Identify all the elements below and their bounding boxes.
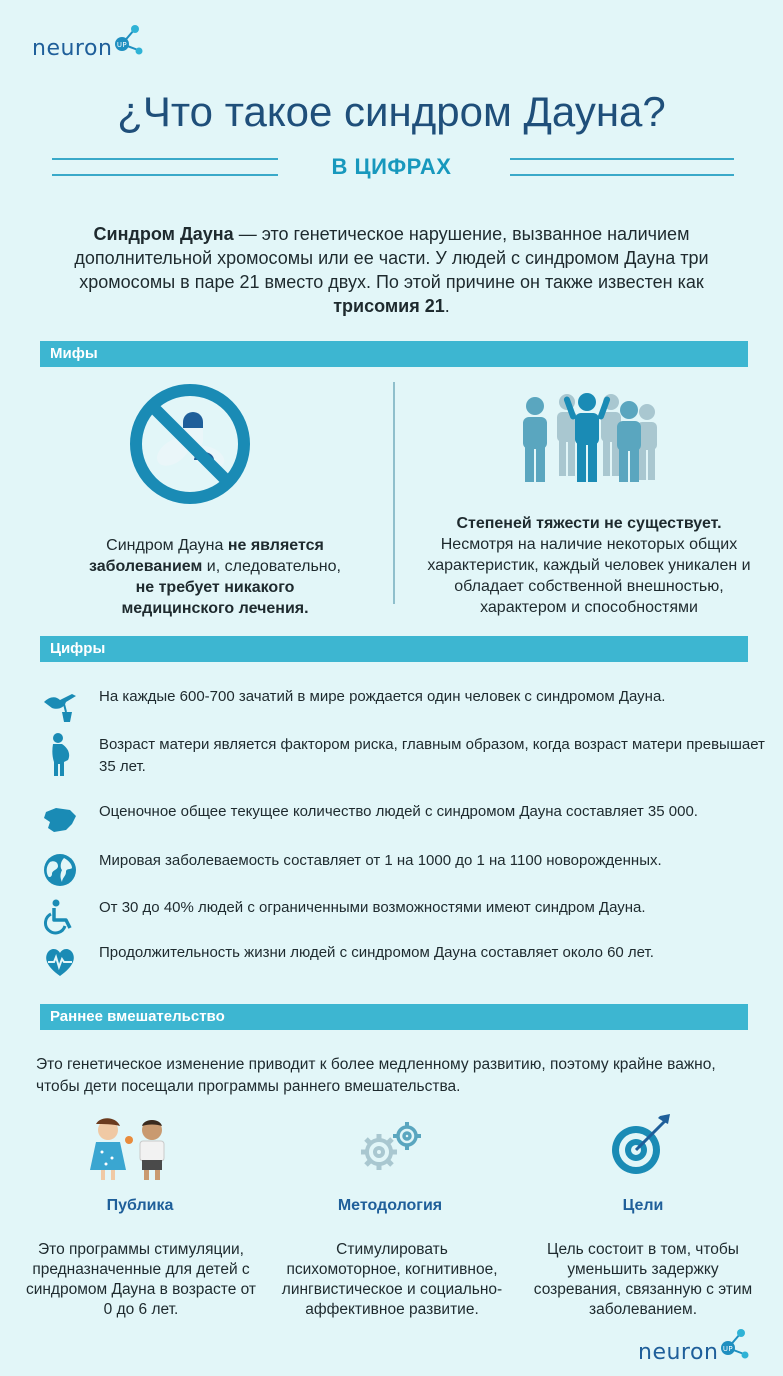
stork-icon bbox=[42, 688, 78, 724]
intro-text: — это генетическое нарушение, вызванное наличием дополнительной хромосомы или ее части. У людей с синдромом Дауна три хромосомы в паре 21 вместо двух. По этой причине он также известен как bbox=[74, 224, 709, 292]
fact-text-5: От 30 до 40% людей с ограниченными возможностями имеют синдром Дауна. bbox=[99, 899, 646, 916]
fact-text-4: Мировая заболеваемость составляет от 1 на 1000 до 1 на 1100 новорожденных. bbox=[99, 852, 662, 869]
page-title: ¿Что такое синдром Дауна? bbox=[117, 88, 666, 135]
section-band-early: Раннее вмешательство bbox=[40, 1004, 748, 1030]
column-text-methodology: Стимулировать психомоторное, когнитивное, лингвистическое и социально-аффективное развитие. bbox=[281, 1241, 503, 1318]
heartbeat-icon bbox=[42, 944, 78, 980]
column-text-audience: Это программы стимуляции, предназначенные для детей с синдромом Дауна в возрасте от 0 до 6 лет. bbox=[25, 1241, 257, 1318]
column-title-goals: Цели bbox=[622, 1197, 664, 1214]
myth-right-text bbox=[415, 513, 763, 618]
section-band-figures: Цифры bbox=[40, 636, 748, 662]
brand-logo-bottom bbox=[638, 1340, 750, 1365]
fact-row-1 bbox=[30, 686, 770, 730]
logo-molecule-icon-bottom bbox=[716, 1326, 750, 1360]
early-intro: Это генетическое изменение приводит к более медленному развитию, поэтому крайне важно, чтобы дети посещали программы раннего вмешательства. bbox=[36, 1056, 716, 1095]
myth-left-t1: Синдром Дауна bbox=[106, 537, 228, 554]
fact-row-3 bbox=[30, 801, 770, 845]
fact-text-3: Оценочное общее текущее количество людей с синдромом Дауна составляет 35 000. bbox=[99, 803, 698, 820]
myth-left-t2: и, следовательно, bbox=[202, 558, 341, 575]
intro-bold-tail: трисомия 21 bbox=[333, 296, 445, 316]
intro-bold-lead: Синдром Дауна bbox=[93, 224, 234, 244]
svg-text:UP: UP bbox=[117, 41, 128, 49]
brand-name-bottom: neuron bbox=[638, 1340, 719, 1365]
myth-left-b1: не является заболеванием bbox=[89, 537, 324, 575]
fact-text-2: Возраст матери является фактором риска, главным образом, когда возраст матери превышает 35 лет. bbox=[99, 736, 765, 775]
myth-left-text bbox=[80, 535, 350, 619]
page-subtitle: В ЦИФРАХ bbox=[331, 154, 452, 179]
column-title-audience: Публика bbox=[106, 1197, 174, 1214]
column-text-goals: Цель состоит в том, чтобы уменьшить задержку созревания, связанную с этим заболеванием. bbox=[533, 1241, 753, 1318]
myths-divider bbox=[393, 382, 395, 604]
intro-end: . bbox=[444, 296, 450, 316]
brand-logo-top bbox=[32, 36, 144, 61]
column-title-methodology: Методология bbox=[337, 1197, 443, 1214]
spain-map-icon bbox=[42, 803, 78, 839]
brand-name: neuron bbox=[32, 36, 113, 61]
myth-left-b2: не требует никакого медицинского лечения. bbox=[121, 579, 309, 617]
no-pills-icon bbox=[128, 382, 252, 506]
target-icon bbox=[610, 1112, 672, 1176]
children-icon bbox=[82, 1118, 178, 1184]
wheelchair-icon bbox=[42, 899, 78, 935]
intro-paragraph bbox=[50, 222, 733, 318]
fact-row-5 bbox=[30, 897, 770, 941]
fact-text-6: Продолжительность жизни людей с синдромом Дауна составляет около 60 лет. bbox=[99, 944, 654, 961]
section-band-myths: Мифы bbox=[40, 341, 748, 367]
globe-icon bbox=[42, 852, 78, 888]
fact-row-2 bbox=[30, 734, 770, 778]
logo-molecule-icon bbox=[110, 22, 144, 56]
fact-row-4 bbox=[30, 850, 770, 894]
pregnant-woman-icon bbox=[42, 732, 78, 776]
fact-text-1: На каждые 600-700 зачатий в мире рождается один человек с синдромом Дауна. bbox=[99, 688, 666, 705]
people-group-icon bbox=[515, 392, 663, 484]
fact-row-6 bbox=[30, 942, 770, 986]
gears-icon bbox=[355, 1118, 427, 1176]
svg-text:UP: UP bbox=[723, 1345, 734, 1353]
myth-right-bold: Степеней тяжести не существует. bbox=[456, 515, 722, 532]
myth-right-body: Несмотря на наличие некоторых общих характеристик, каждый человек уникален и обладает собственной внешностью, характером и способностями bbox=[427, 536, 751, 616]
